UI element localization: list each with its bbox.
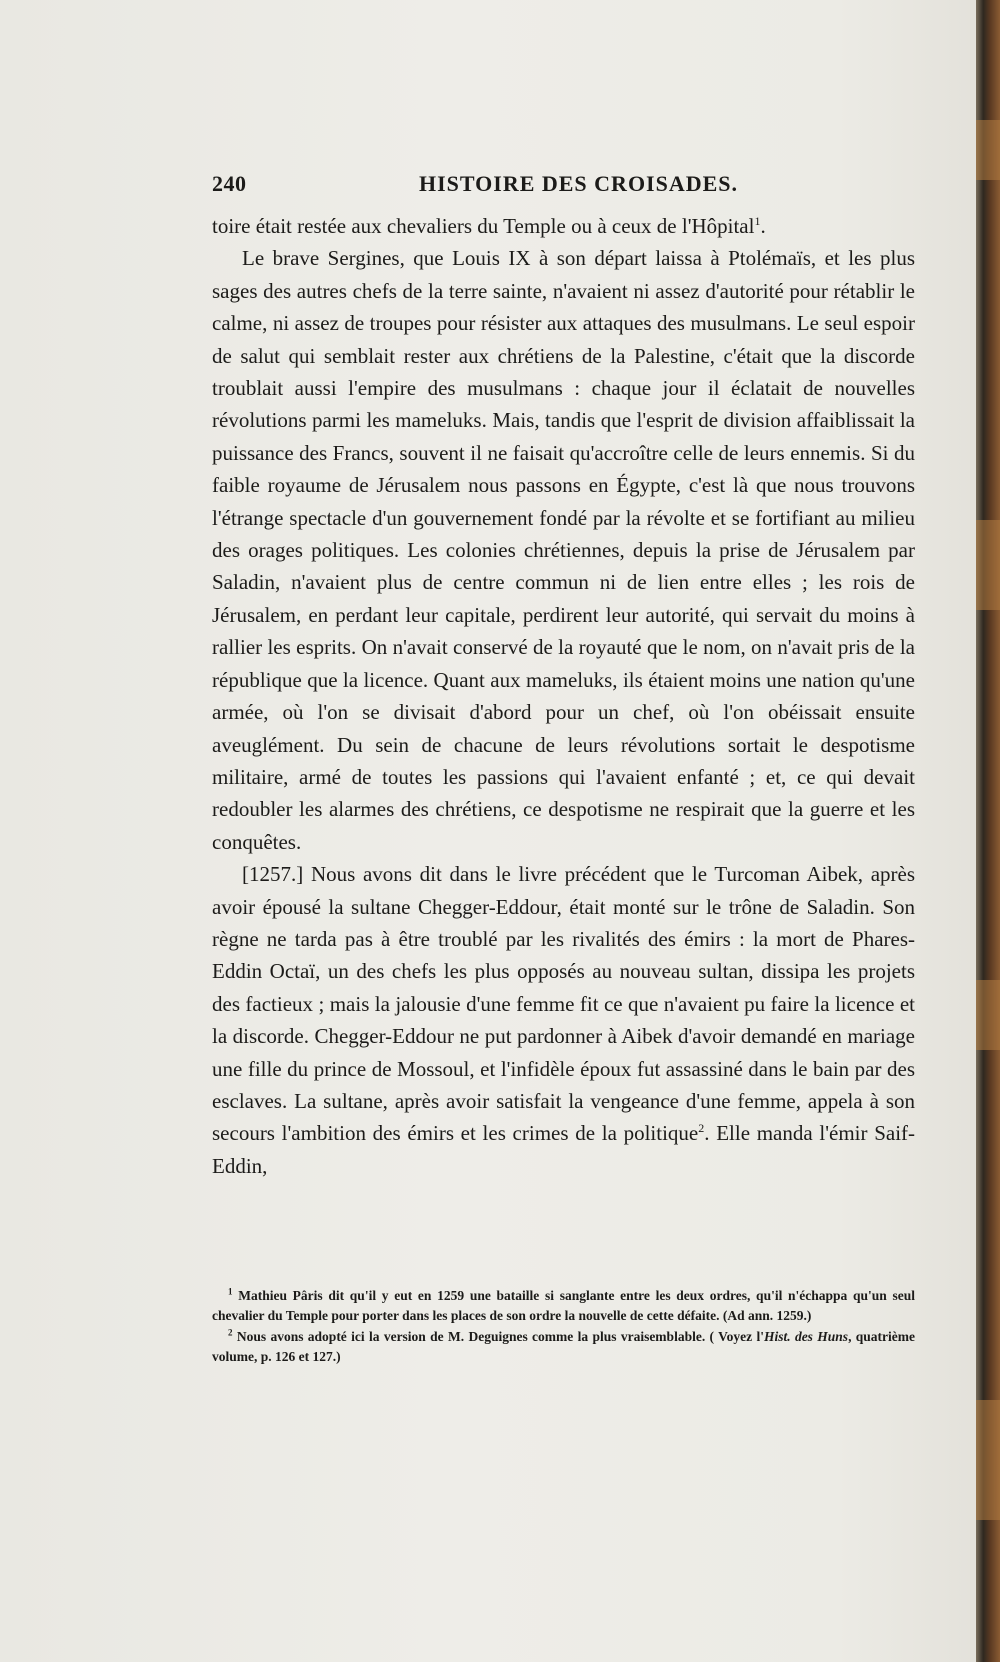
footnote-ref[interactable]: 1 [754, 214, 761, 228]
footnote [212, 1327, 915, 1366]
paragraph-tail: . [760, 214, 766, 238]
paragraph-text: toire était restée aux chevaliers du Temple ou à ceux de l'Hôpital [212, 214, 755, 238]
book-title-citation: Hist. des Huns [763, 1329, 849, 1344]
paragraph: Le brave Sergines, que Louis IX à son départ laissa à Ptolémaïs, et les plus sages des autres chefs de la terre sainte, n'avaient ni assez d'autorité pour rétablir le calme, ni assez de troupes pour résister aux attaques des musulmans. Le seul espoir de salut qui semblait rester aux chrétiens de la Palestine, c'était que la discorde troublait aussi l'empire des musulmans : chaque jour il éclatait de nouvelles révolutions parmi les mameluks. Mais, tandis que l'esprit de division affaiblissait la puissance des Francs, souvent il ne faisait qu'accroître celle de leurs ennemis. Si du faible royaume de Jérusalem nous passons en Égypte, c'est là que nous trouvons l'étrange spectacle d'un gouvernement fondé par la révolte et se fortifiant au milieu des orages politiques. Les colonies chrétiennes, depuis la prise de Jérusalem par Saladin, n'avaient plus de centre commun ni de lien entre elles ; les rois de Jérusalem, en perdant leur capitale, perdirent leur autorité, qui servait du moins à rallier les esprits. On n'avait conservé de la royauté que le nom, on n'avait pris de la république que la licence. Quant aux mameluks, ils étaient moins une nation qu'une armée, où l'on se divisait d'abord pour un chef, où l'on obéissait ensuite aveuglément. Du sein de chacune de leurs révolutions sortait le despotisme militaire, armé de toutes les passions qui l'avaient enfanté ; et, ce qui devait redoubler les alarmes des chrétiens, ce despotisme ne respirait que la guerre et les conquêtes. [212, 246, 915, 854]
footnote-text-tail: , quatrième volume, p. 126 et 127.) [212, 1329, 916, 1364]
footnote-ref[interactable]: 2 [698, 1121, 705, 1136]
footnote [212, 1286, 915, 1325]
edge-stripe [976, 120, 1000, 180]
edge-stripe [976, 520, 1000, 610]
book-edge [976, 0, 1000, 1662]
footnote-mark: 2 [228, 1327, 233, 1338]
footnote-mark: 1 [228, 1286, 233, 1297]
footnotes [212, 1286, 915, 1368]
footnote-text: Mathieu Pâris dit qu'il y eut en 1259 une bataille si sanglante entre les deux ordres, qu'il n'échappa qu'un seul chevalier du Temple pour porter dans les places de son ordre la nouvelle de cette défaite. (Ad ann. 1259.) [212, 1288, 915, 1323]
margin-date: [1257.] [242, 862, 304, 887]
page-header [212, 171, 915, 199]
edge-stripe [976, 980, 1000, 1050]
running-title: HISTOIRE DES CROISADES. [418, 171, 739, 196]
edge-stripe [976, 1400, 1000, 1520]
paragraph-tail: . Elle manda l'émir Saif-Eddin, [212, 1121, 916, 1178]
paragraph-dated [212, 858, 915, 1182]
main-text [212, 210, 915, 1182]
page-number: 240 [212, 171, 247, 196]
paragraph-continued [212, 210, 915, 242]
paragraph-text: Nous avons dit dans le livre précédent que le Turcoman Aibek, après avoir épousé la sultane Chegger-Eddour, était monté sur le trône de Saladin. Son règne ne tarda pas à être troublé par les rivalités des émirs : la mort de Phares-Eddin Octaï, un des chefs les plus opposés au nouveau sultan, dissipa les projets des factieux ; mais la jalousie d'une femme fit ce que n'avaient pu faire la licence et la discorde. Chegger-Eddour ne put pardonner à Aibek d'avoir demandé en mariage une fille du prince de Mossoul, et l'infidèle époux fut assassiné dans le bain par des esclaves. La sultane, après avoir satisfait la vengeance d'une femme, appela à son secours l'ambition des émirs et les crimes de la politique [212, 862, 916, 1146]
footnote-text: Nous avons adopté ici la version de M. Deguignes comme la plus vraisemblable. ( Voyez l' [236, 1329, 764, 1344]
